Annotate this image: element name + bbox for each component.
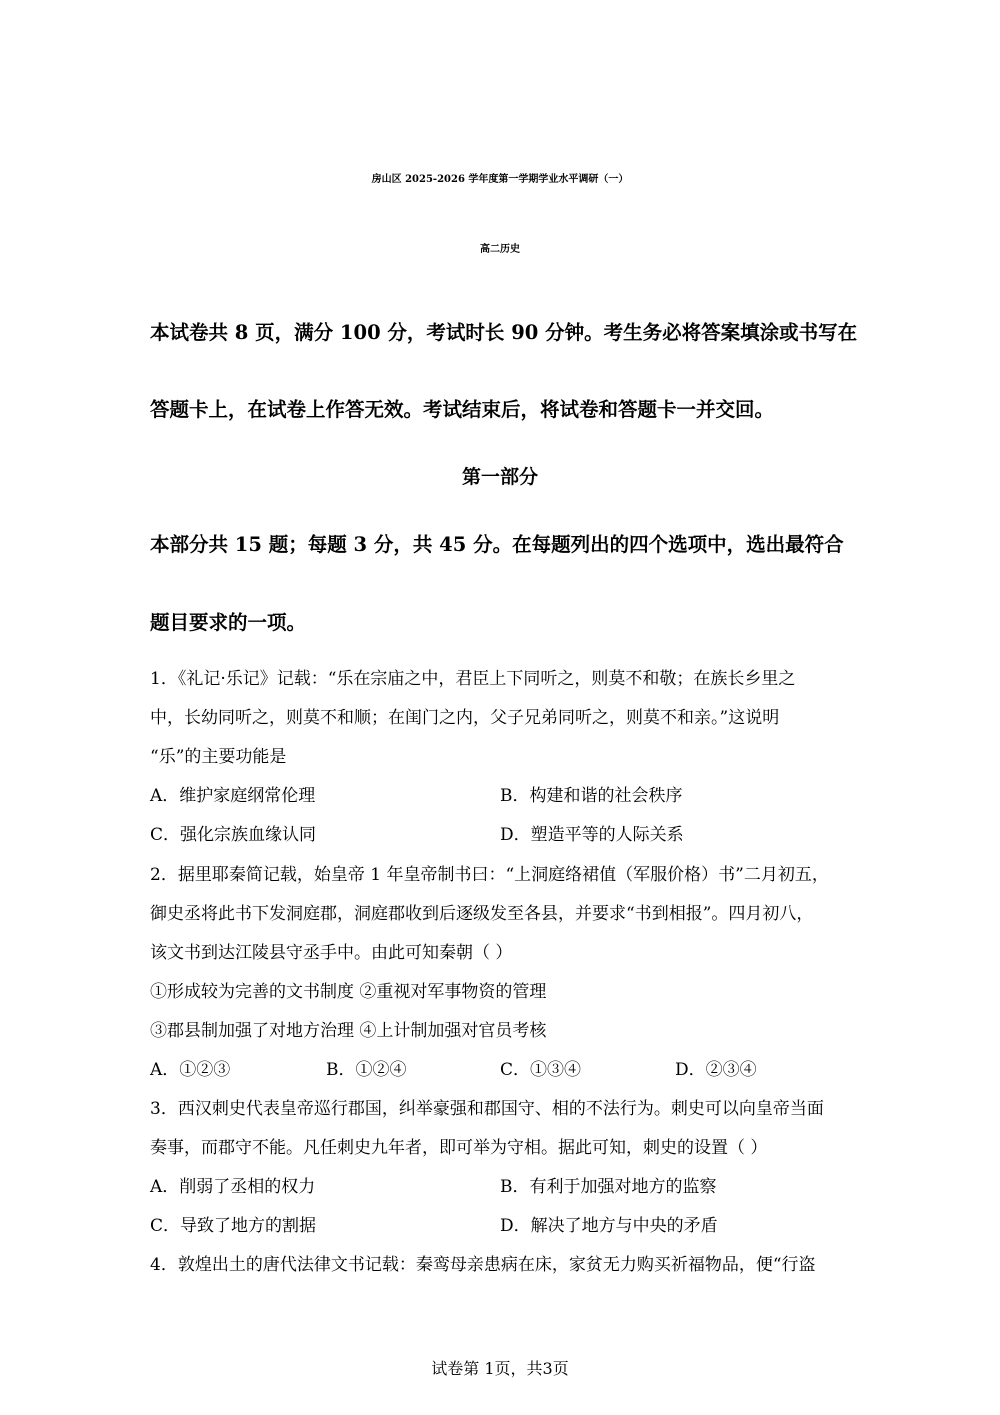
part-description-line-2: 题目要求的一项。: [150, 611, 307, 634]
question-1-stem-line-1: 1．《礼记·乐记》记载：“乐在宗庙之中，君臣上下同听之，则莫不和敬；在族长乡里之: [150, 669, 796, 689]
instructions-line-1: 本试卷共 8 页，满分 100 分，考试时长 90 分钟。考生务必将答案填涂或书写在: [150, 321, 858, 344]
question-3-option-d: D．解决了地方与中央的矛盾: [500, 1216, 718, 1236]
question-3-stem-line-1: 3．西汉刺史代表皇帝巡行郡国，纠举豪强和郡国守、相的不法行为。刺史可以向皇帝当面: [150, 1099, 824, 1119]
question-3-stem-line-2: 奏事，而郡守不能。凡任刺史九年者，即可举为守相。据此可知，刺史的设置（ ）: [150, 1138, 768, 1158]
question-3-option-a: A．削弱了丞相的权力: [150, 1177, 316, 1197]
question-2-option-b: B．①②④: [326, 1060, 407, 1080]
question-4-stem-line-1: 4．敦煌出土的唐代法律文书记载：秦鸾母亲患病在床，家贫无力购买祈福物品，便“行盗: [150, 1255, 816, 1275]
question-1-option-b: B．构建和谐的社会秩序: [500, 786, 683, 806]
question-2-option-c: C．①③④: [500, 1060, 582, 1080]
question-2-option-d: D．②③④: [675, 1060, 757, 1080]
question-1-option-c: C．强化宗族血缘认同: [150, 825, 317, 845]
page-footer: 试卷第 1页，共3页: [431, 1359, 569, 1378]
exam-title: 房山区 2025-2026 学年度第一学期学业水平调研（一）: [371, 174, 629, 185]
question-2-stem-line-3: 该文书到达江陵县守丞手中。由此可知秦朝（ ）: [150, 943, 513, 963]
question-2-statements-2: ③郡县制加强了对地方治理 ④上计制加强对官员考核: [150, 1021, 547, 1041]
part-description-line-1: 本部分共 15 题；每题 3 分，共 45 分。在每题列出的四个选项中，选出最符合: [150, 533, 844, 556]
question-2-stem-line-2: 御史丞将此书下发洞庭郡，洞庭郡收到后逐级发至各县，并要求“书到相报”。四月初八，: [150, 904, 814, 924]
question-1-stem-line-2: 中，长幼同听之，则莫不和顺；在闺门之内，父子兄弟同听之，则莫不和亲。”这说明: [150, 708, 780, 728]
question-1-stem-line-3: “乐”的主要功能是: [150, 747, 287, 767]
question-1-option-d: D．塑造平等的人际关系: [500, 825, 684, 845]
question-1-option-a: A．维护家庭纲常伦理: [150, 786, 316, 806]
question-2-option-a: A．①②③: [150, 1060, 231, 1080]
question-3-option-b: B．有利于加强对地方的监察: [500, 1177, 717, 1197]
exam-subject: 高二历史: [480, 244, 520, 255]
question-2-stem-line-1: 2．据里耶秦简记载，始皇帝 1 年皇帝制书曰：“上洞庭络裙值（军服价格）书”二月初五，: [150, 865, 829, 885]
part-heading: 第一部分: [461, 466, 538, 488]
instructions-line-2: 答题卡上，在试卷上作答无效。考试结束后，将试卷和答题卡一并交回。: [150, 398, 775, 421]
question-2-statements-1: ①形成较为完善的文书制度 ②重视对军事物资的管理: [150, 982, 547, 1002]
question-3-option-c: C．导致了地方的割据: [150, 1216, 317, 1236]
